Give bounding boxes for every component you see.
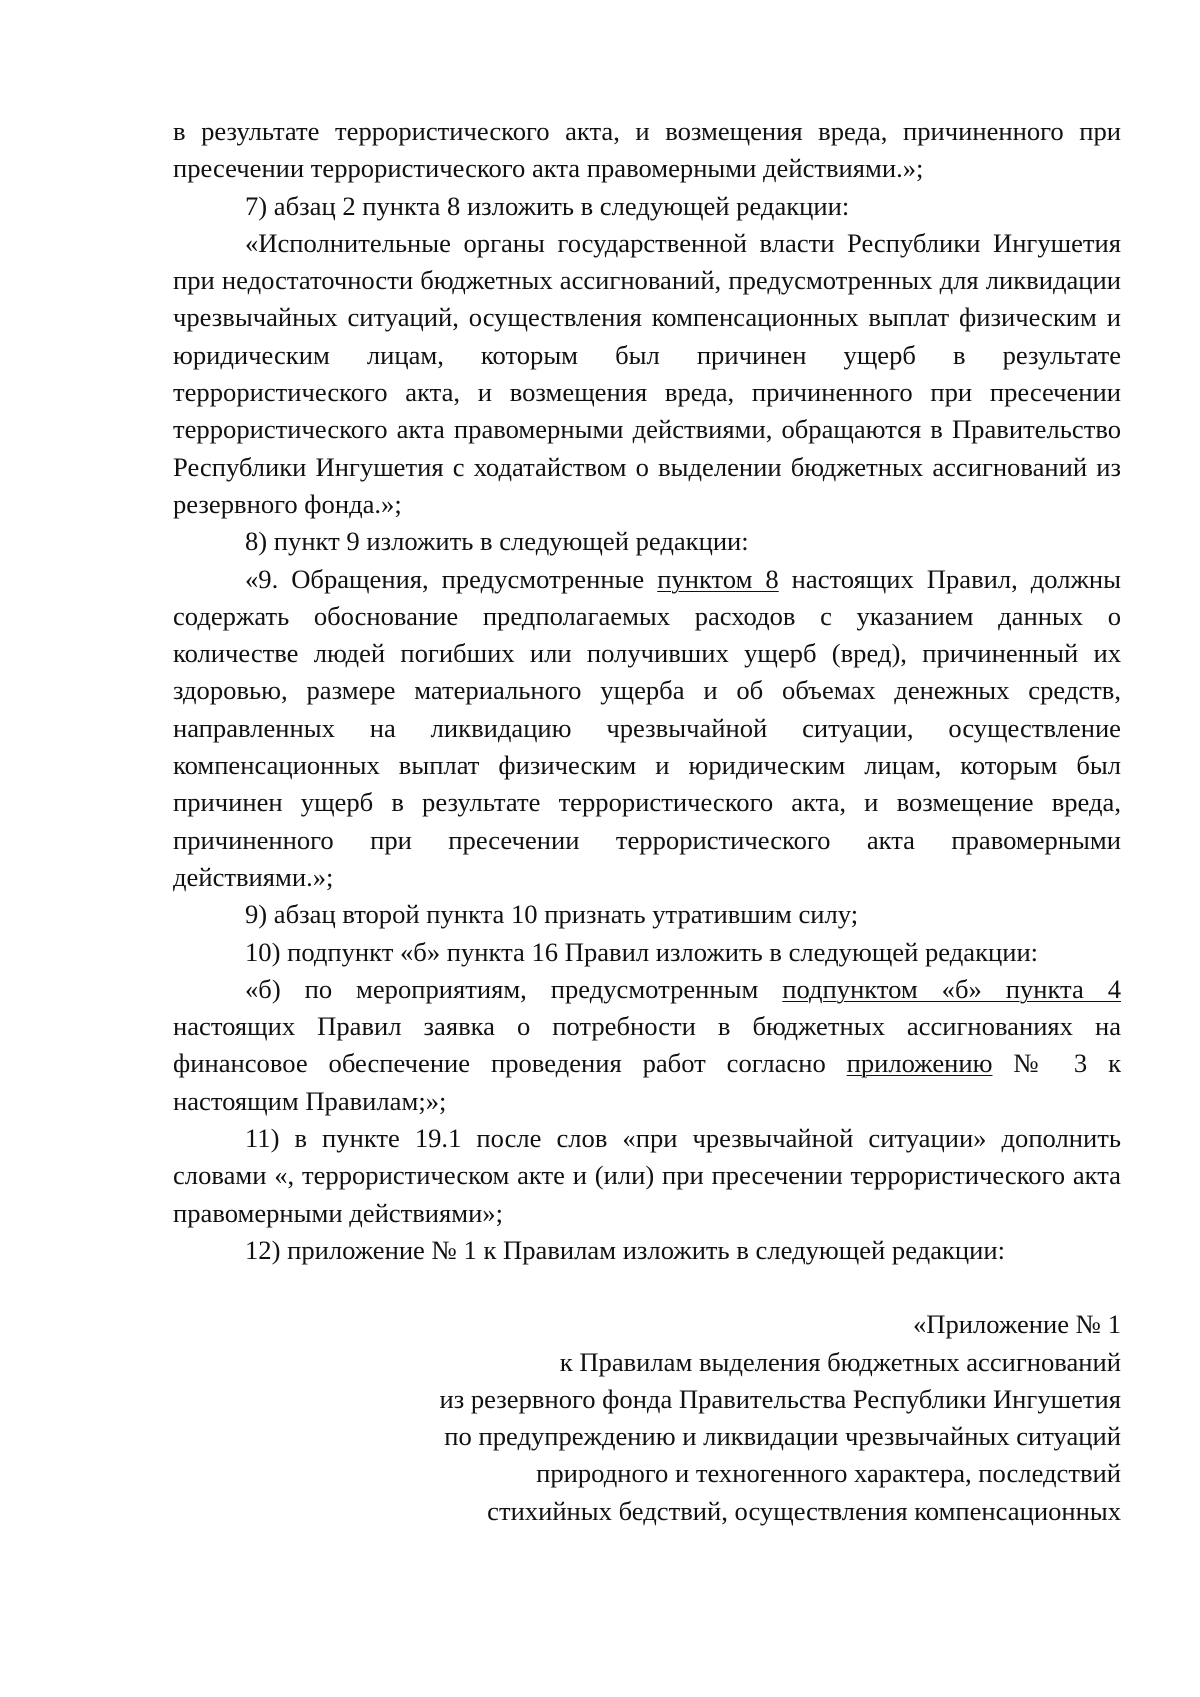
paragraph-quote-item-9 — [173, 561, 1121, 897]
paragraph-text: «9. Обращения, предусмотренные — [245, 563, 658, 594]
paragraph-item-7: 7) абзац 2 пункта 8 изложить в следующей редакции: — [245, 190, 850, 221]
appendix-line: природного и техногенного характера, последствий — [536, 1458, 1121, 1489]
link-prilozheniyu[interactable]: приложению — [846, 1048, 993, 1079]
paragraph-item-9: 9) абзац второй пункта 10 признать утратившим силу; — [245, 899, 859, 930]
paragraph-item-10: 10) подпункт «б» пункта 16 Правил изложить в следующей редакции: — [245, 936, 1039, 967]
appendix-title: «Приложение № 1 — [913, 1309, 1121, 1340]
spacer — [173, 1269, 1121, 1306]
appendix-line: стихийных бедствий, осуществления компенсационных — [487, 1495, 1121, 1526]
paragraph-item-8: 8) пункт 9 изложить в следующей редакции: — [245, 526, 749, 557]
paragraph-quote-subitem-b — [173, 971, 1121, 1120]
document-page — [173, 113, 1121, 1530]
link-punkt-8[interactable]: пунктом 8 — [657, 563, 779, 594]
link-podpunkt-b-punkta-4[interactable]: подпунктом «б» пункта 4 — [782, 973, 1122, 1004]
paragraph-item-11: 11) в пункте 19.1 после слов «при чрезвычайной ситуации» дополнить словами «, террористическом акте и (или) при пресечении террористического акта правомерными действиями»; — [173, 1123, 1121, 1228]
paragraph-text: № 3 к настоящим Правилам;»; — [173, 1048, 1121, 1116]
appendix-line: из резервного фонда Правительства Республики Ингушетия — [439, 1383, 1121, 1414]
paragraph-text: настоящих Правил заявка о потребности в бюджетных ассигнованиях на финансовое обеспечение проведения работ согласно — [173, 1011, 1121, 1079]
appendix-line: по предупреждению и ликвидации чрезвычайных ситуаций — [444, 1421, 1121, 1452]
paragraph-text: «б) по мероприятиям, предусмотренным — [245, 973, 783, 1004]
paragraph-item-12: 12) приложение № 1 к Правилам изложить в следующей редакции: — [245, 1234, 1006, 1265]
paragraph-text: настоящих Правил, должны содержать обоснование предполагаемых расходов с указанием данных о количестве людей погибших или получивших ущерб (вред), причиненный их здоровью, размере материального ущерба и об объемах денежных средств, направленных на ликвидацию чрезвычайной ситуации, осуществление компенсационных выплат физическим и юридическим лицам, которым был причинен ущерб в результате террористического акта, и возмещение вреда, причиненного при пресечении террористического акта правомерными действиями.»; — [173, 563, 1121, 892]
paragraph-quote-item-8: «Исполнительные органы государственной власти Республики Ингушетия при недостаточности бюджетных ассигнований, предусмотренных для ликвидации чрезвычайных ситуаций, осуществления компенсационных выплат физическим и юридическим лицам, которым был причинен ущерб в результате террористического акта, и возмещения вреда, причиненного при пресечении террористического акта правомерными действиями, обращаются в Правительство Республики Ингушетия с ходатайством о выделении бюджетных ассигнований из резервного фонда.»; — [173, 227, 1121, 519]
appendix-line: к Правилам выделения бюджетных ассигнований — [559, 1346, 1121, 1377]
appendix-header — [173, 1306, 1121, 1530]
paragraph-continuation: в результате террористического акта, и возмещения вреда, причиненного при пресечении террористического акта правомерными действиями.»; — [173, 116, 1121, 184]
